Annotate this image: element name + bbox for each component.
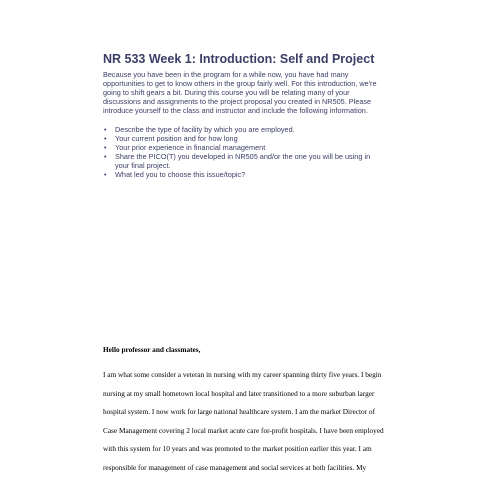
document-title: NR 533 Week 1: Introduction: Self and Project [103, 52, 375, 66]
body-line: responsible for management of case management and social services at both facilities. My [103, 462, 367, 472]
list-item-text: Your prior experience in financial management [115, 143, 266, 153]
body-line: hospital system. I now work for large national healthcare system. I am the market Director of [103, 407, 375, 416]
intro-line: going to shift gears a bit. During this course you will be relating many of your [103, 88, 350, 98]
requirements-list [103, 125, 403, 180]
intro-line: Because you have been in the program for a while now, you have had many [103, 70, 349, 79]
body-line: I am what some consider a veteran in nursing with my career spanning thirty five years. I begin [103, 370, 382, 379]
body-line: with this system for 10 years and was promoted to the market position earlier this year. I am [103, 444, 372, 453]
list-item [103, 134, 403, 143]
intro-paragraph [103, 70, 403, 115]
greeting: Hello professor and classmates, [103, 345, 201, 354]
bullet-icon: • [104, 125, 107, 134]
list-item-text: Describe the type of facility by which you are employed. [115, 125, 295, 134]
list-item [103, 152, 403, 170]
list-item-text: your final project. [115, 161, 171, 171]
body-line: Case Management covering 2 local market acute care for-profit hospitals. I have been employed [103, 425, 384, 435]
response-paragraph [103, 366, 403, 477]
bullet-icon: • [104, 143, 107, 153]
intro-line: opportunities to get to know others in the group fairly well. For this introduction, we're [103, 79, 377, 89]
bullet-icon: • [104, 134, 107, 144]
bullet-icon: • [104, 152, 107, 162]
list-item-text: Share the PICO(T) you developed in NR505 and/or the one you will be using in [115, 152, 371, 162]
list-item-text: What led you to choose this issue/topic? [115, 170, 246, 180]
intro-line: introduce yourself to the class and instructor and include the following information. [103, 106, 368, 116]
intro-line: discussions and assignments to the project proposal you created in NR505. Please [103, 97, 372, 107]
list-item [103, 143, 403, 152]
bullet-icon: • [104, 170, 107, 180]
list-item [103, 125, 403, 134]
list-item-text: Your current position and for how long [115, 134, 238, 144]
list-item [103, 170, 403, 179]
body-line: nursing at my small hometown local hospital and later transitioned to a more suburban larger [103, 388, 375, 398]
